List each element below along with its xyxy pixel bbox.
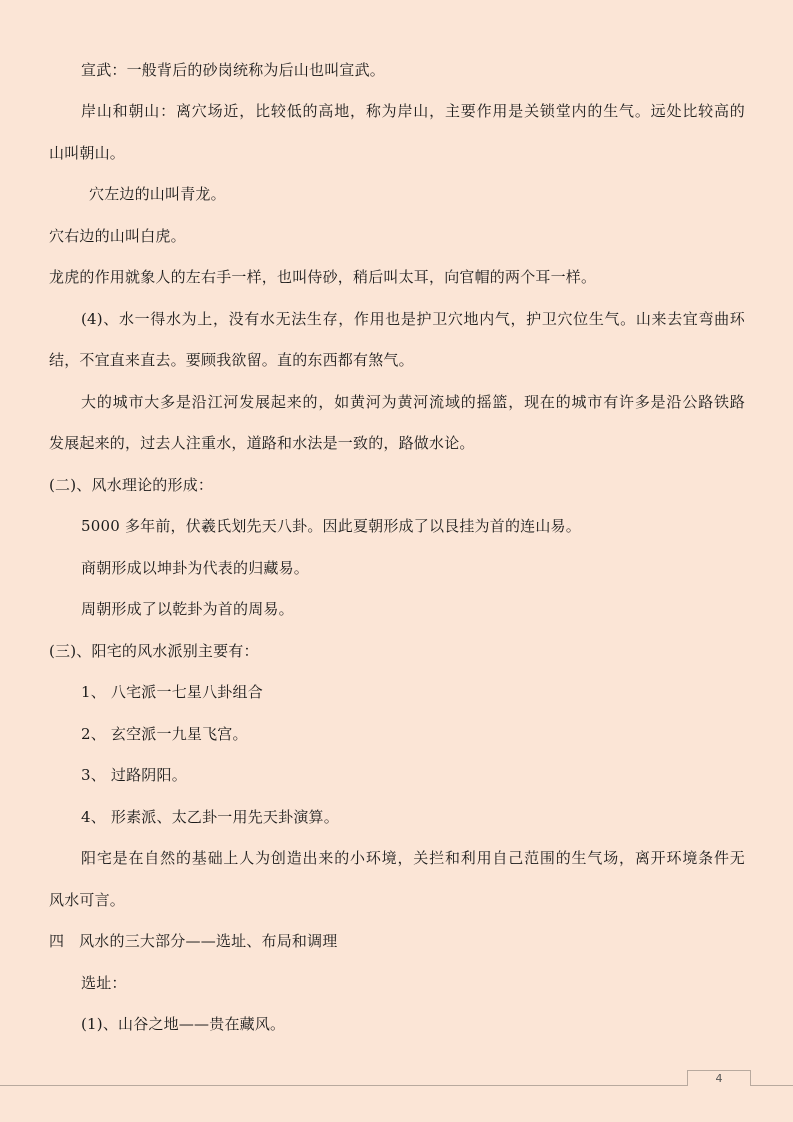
paragraph-line: 5000 多年前，伏羲氏划先天八卦。因此夏朝形成了以艮挂为首的连山易。 <box>81 517 581 535</box>
paragraph-line: (1)、山谷之地——贵在藏风。 <box>81 1015 286 1033</box>
paragraph-line: 岸山和朝山：离穴场近，比较低的高地，称为岸山，主要作用是关锁堂内的生气。远处比较高的 <box>81 102 745 120</box>
paragraph-line: 阳宅是在自然的基础上人为创造出来的小环境，关拦和利用自己范围的生气场，离开环境条件无 <box>81 849 745 867</box>
section-heading: 四 风水的三大部分——选址、布局和调理 <box>49 932 338 950</box>
list-item: 4、 形素派、太乙卦一用先天卦演算。 <box>81 808 339 826</box>
list-item: 1、 八宅派一七星八卦组合 <box>81 683 263 701</box>
paragraph-line: 穴左边的山叫青龙。 <box>89 185 226 203</box>
list-item: 2、 玄空派一九星飞宫。 <box>81 725 248 743</box>
paragraph-line: 大的城市大多是沿江河发展起来的，如黄河为黄河流域的摇篮，现在的城市有许多是沿公路铁路 <box>81 393 745 411</box>
section-heading: (三)、阳宅的风水派别主要有： <box>49 642 259 660</box>
paragraph-line: 龙虎的作用就象人的左右手一样，也叫侍砂，稍后叫太耳，向官帽的两个耳一样。 <box>49 268 597 286</box>
page-number: 4 <box>715 1072 723 1085</box>
paragraph-line: (4)、水一得水为上，没有水无法生存，作用也是护卫穴地内气，护卫穴位生气。山来去宜弯曲环 <box>81 310 745 328</box>
paragraph-line: 商朝形成以坤卦为代表的归藏易。 <box>81 559 310 577</box>
paragraph-line: 选址： <box>81 974 127 992</box>
page-number-box <box>687 1070 751 1086</box>
paragraph-line: 山叫朝山。 <box>49 144 126 162</box>
paragraph-line: 风水可言。 <box>49 891 126 909</box>
section-heading: (二)、风水理论的形成： <box>49 476 214 494</box>
list-item: 3、 过路阴阳。 <box>81 766 187 784</box>
paragraph-line: 周朝形成了以乾卦为首的周易。 <box>81 600 294 618</box>
paragraph-line: 宣武：一般背后的砂岗统称为后山也叫宣武。 <box>81 61 386 79</box>
paragraph-line: 穴右边的山叫白虎。 <box>49 227 186 245</box>
paragraph-line: 结，不宜直来直去。要顾我欲留。直的东西都有煞气。 <box>49 351 414 369</box>
paragraph-line: 发展起来的，过去人注重水，道路和水法是一致的，路做水论。 <box>49 434 475 452</box>
footer-rule <box>0 1085 793 1086</box>
